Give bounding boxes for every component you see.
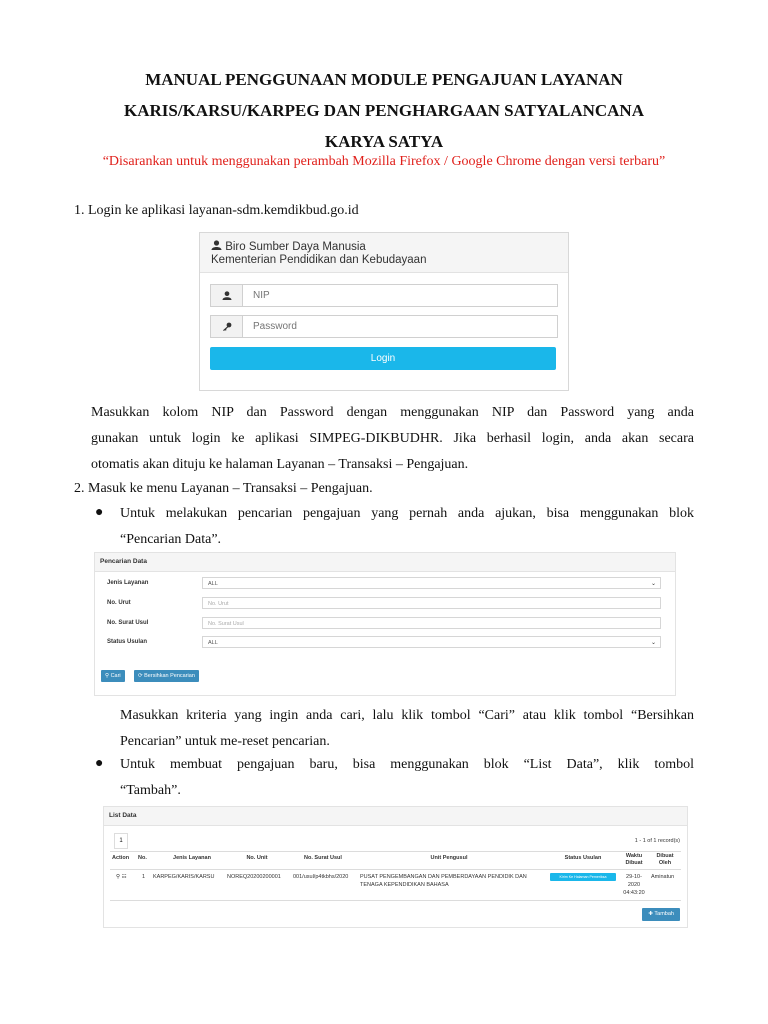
no-surat-row xyxy=(95,617,675,630)
col-waktu-dibuat: Waktu Dibuat xyxy=(625,853,643,866)
paragraph-line: Masukkan kriteria yang ingin anda cari, lalu klik tombol “Cari” atau klik tombol “Bersihkan xyxy=(120,708,694,723)
refresh-icon: ⟳ xyxy=(138,673,143,679)
bullet-1-text xyxy=(120,501,694,553)
cari-label: Cari xyxy=(110,673,121,679)
no-urut-label: No. Urut xyxy=(107,600,131,606)
login-instructions xyxy=(91,400,694,478)
jenis-layanan-label: Jenis Layanan xyxy=(107,580,149,586)
reset-button[interactable] xyxy=(134,670,199,682)
record-count: 1 - 1 of 1 record(s) xyxy=(634,838,680,844)
search-instructions xyxy=(120,703,694,755)
status-usulan-label: Status Usulan xyxy=(107,639,148,645)
user-icon xyxy=(211,241,225,253)
step-2: 2. Masuk ke menu Layanan – Transaksi – Pengajuan. xyxy=(74,481,373,496)
bullet-2-text xyxy=(120,752,694,804)
bullet-icon: ● xyxy=(95,756,104,771)
paragraph-line: gunakan untuk login ke aplikasi SIMPEG-DIKBUDHR. Jika berhasil login, anda akan secara xyxy=(91,431,694,446)
nip-input[interactable] xyxy=(243,285,557,306)
col-no: No. xyxy=(138,855,147,861)
chevron-down-icon: ⌄ xyxy=(650,581,656,587)
org-name xyxy=(211,240,568,254)
paragraph-line: “Pencarian Data”. xyxy=(120,532,222,547)
document-title xyxy=(60,64,708,157)
nip-field xyxy=(210,284,558,307)
step-1: 1. Login ke aplikasi layanan-sdm.kemdikbud.go.id xyxy=(74,203,359,218)
no-urut-input[interactable]: No. Urut xyxy=(202,597,661,609)
divider xyxy=(110,851,681,852)
title-line-3: KARYA SATYA xyxy=(324,132,444,151)
reset-label: Bersihkan Pencarian xyxy=(144,673,195,679)
add-label: Tambah xyxy=(654,911,674,917)
title-line-1: MANUAL PENGGUNAAN MODULE PENGAJUAN LAYANAN xyxy=(145,70,623,89)
list-panel xyxy=(103,806,688,928)
paragraph-line: Untuk membuat pengajuan baru, bisa menggunakan blok “List Data”, klik tombol xyxy=(120,757,694,772)
row-actions xyxy=(116,873,127,881)
row-no-unit: NOREQ20200200001 xyxy=(227,874,281,880)
search-panel xyxy=(94,552,676,696)
search-icon[interactable]: ⚲ xyxy=(116,874,121,880)
password-field xyxy=(210,315,558,338)
col-unit-pengusul: Unit Pengusul xyxy=(430,855,468,861)
divider xyxy=(110,900,681,901)
chevron-down-icon: ⌄ xyxy=(650,640,656,646)
add-button[interactable] xyxy=(642,908,680,921)
status-badge: Kirim Ke Halaman Pemeriksa xyxy=(550,873,616,881)
row-unit: PUSAT PENGEMBANGAN DAN PEMBERDAYAAN PENDIDIK DAN TENAGA KEPENDIDIKAN BAHASA xyxy=(360,874,527,888)
divider xyxy=(110,869,681,870)
title-line-2: KARIS/KARSU/KARPEG DAN PENGHARGAAN SATYALANCANA xyxy=(124,101,644,120)
status-usulan-row xyxy=(95,636,675,649)
col-no-surat-usul: No. Surat Usul xyxy=(304,855,342,861)
cari-button[interactable] xyxy=(101,670,125,682)
status-usulan-select[interactable] xyxy=(202,636,661,648)
row-waktu: 29-10-2020 04:43:20 xyxy=(623,874,645,896)
col-status-usulan: Status Usulan xyxy=(564,855,602,861)
paragraph-line: Untuk melakukan pencarian pengajuan yang pernah anda ajukan, bisa menggunakan blok xyxy=(120,506,694,521)
org-line-2: Kementerian Pendidikan dan Kebudayaan xyxy=(211,254,427,266)
list-panel-header: List Data xyxy=(104,807,687,826)
col-jenis-layanan: Jenis Layanan xyxy=(173,855,211,861)
login-panel xyxy=(199,232,569,391)
paragraph-line: Masukkan kolom NIP dan Password dengan menggunakan NIP dan Password yang anda xyxy=(91,405,694,420)
login-header xyxy=(200,233,568,273)
user-icon xyxy=(211,285,243,306)
no-urut-row xyxy=(95,597,675,610)
row-no: 1 xyxy=(142,874,146,880)
password-input[interactable] xyxy=(243,316,557,337)
search-icon: ⚲ xyxy=(105,673,110,679)
row-jenis: KARPEG/KARIS/KARSU xyxy=(153,874,215,880)
jenis-layanan-select[interactable] xyxy=(202,577,661,589)
col-dibuat-oleh: Dibuat Oleh xyxy=(656,853,674,866)
bullet-icon: ● xyxy=(95,505,104,520)
paragraph-line: “Tambah”. xyxy=(120,783,181,798)
plus-icon: ✚ xyxy=(648,911,653,917)
status-usulan-value: ALL xyxy=(208,640,218,646)
paragraph-line: otomatis akan dituju ke halaman Layanan – Transaksi – Pengajuan. xyxy=(91,457,469,472)
login-button[interactable]: Login xyxy=(210,347,556,370)
jenis-layanan-row xyxy=(95,577,675,590)
no-surat-input[interactable]: No. Surat Usul xyxy=(202,617,661,629)
jenis-layanan-value: ALL xyxy=(208,581,218,587)
row-oleh: Aminatun xyxy=(651,874,675,880)
col-action: Action xyxy=(112,855,130,861)
no-surat-label: No. Surat Usul xyxy=(107,620,149,626)
pagination-page[interactable]: 1 xyxy=(114,833,128,849)
browser-recommendation: “Disarankan untuk menggunakan perambah Mozilla Firefox / Google Chrome dengan versi terbaru” xyxy=(102,154,666,169)
row-no-surat: 001/usul/p4tkbhs/2020 xyxy=(293,874,349,880)
paragraph-line: Pencarian” untuk me-reset pencarian. xyxy=(120,734,330,749)
list-icon[interactable]: ☷ xyxy=(121,874,127,880)
col-no-unit: No. Unit xyxy=(246,855,268,861)
key-icon xyxy=(211,316,243,337)
org-line-1: Biro Sumber Daya Manusia xyxy=(225,241,366,253)
search-panel-header: Pencarian Data xyxy=(95,553,675,572)
